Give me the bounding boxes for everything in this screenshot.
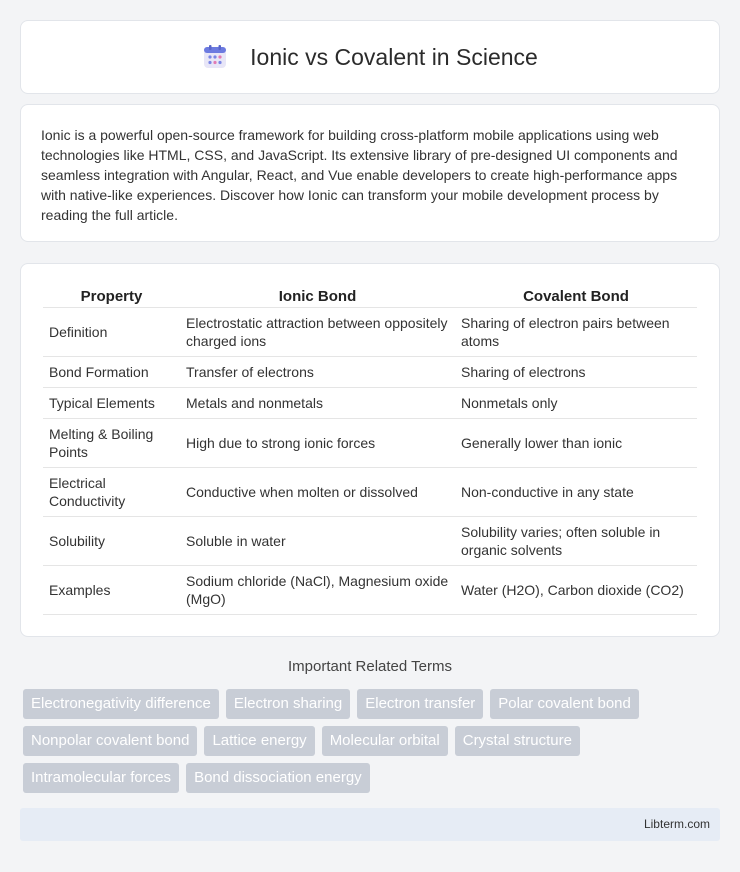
table-cell: Definition — [43, 308, 180, 357]
related-terms-title: Important Related Terms — [288, 658, 452, 675]
table-cell: Typical Elements — [43, 388, 180, 419]
table-cell: Generally lower than ionic — [455, 419, 697, 468]
intro-text: Ionic is a powerful open-source framework for building cross-platform mobile applications using web technologies like HTML, CSS, and JavaScript. Its extensive library of pre-designed UI components and seamless integration with Angular, React, and Vue enable developers to create high-performance apps with native-like experiences. Discover how Ionic can transform your mobile development process by reading the full article. — [41, 127, 678, 223]
table-cell: Electrical Conductivity — [43, 468, 180, 517]
related-terms-section — [20, 658, 720, 793]
table-cell: Melting & Boiling Points — [43, 419, 180, 468]
intro-card — [20, 104, 720, 242]
table-cell: Solubility — [43, 517, 180, 566]
tag-polar-covalent-bond[interactable]: Polar covalent bond — [490, 689, 639, 719]
table-cell: Sharing of electron pairs between atoms — [455, 308, 697, 357]
table-row — [43, 419, 697, 468]
comparison-table — [43, 284, 697, 615]
table-cell: Sodium chloride (NaCl), Magnesium oxide (MgO) — [180, 566, 455, 615]
table-row — [43, 388, 697, 419]
table-cell: Conductive when molten or dissolved — [180, 468, 455, 517]
tag-electron-sharing[interactable]: Electron sharing — [226, 689, 350, 719]
tag-electron-transfer[interactable]: Electron transfer — [357, 689, 483, 719]
table-cell: Electrostatic attraction between oppositely charged ions — [180, 308, 455, 357]
table-header-row — [43, 284, 697, 308]
tag-crystal-structure[interactable]: Crystal structure — [455, 726, 580, 756]
tag-molecular-orbital[interactable]: Molecular orbital — [322, 726, 448, 756]
table-cell: Metals and nonmetals — [180, 388, 455, 419]
table-row — [43, 357, 697, 388]
table-row — [43, 517, 697, 566]
page-title: Ionic vs Covalent in Science — [250, 43, 538, 70]
table-cell: Water (H2O), Carbon dioxide (CO2) — [455, 566, 697, 615]
table-cell: Nonmetals only — [455, 388, 697, 419]
table-cell: Non-conductive in any state — [455, 468, 697, 517]
related-terms-tags — [20, 689, 720, 793]
table-row — [43, 308, 697, 357]
table-row — [43, 566, 697, 615]
comparison-table-card — [20, 263, 720, 637]
calendar-icon — [202, 44, 228, 70]
tag-lattice-energy[interactable]: Lattice energy — [204, 726, 314, 756]
header-covalent-bond: Covalent Bond — [455, 284, 697, 308]
table-cell: Transfer of electrons — [180, 357, 455, 388]
tag-electronegativity-difference[interactable]: Electronegativity difference — [23, 689, 219, 719]
footer — [20, 808, 720, 841]
table-cell: Examples — [43, 566, 180, 615]
footer-site-link[interactable]: Libterm.com — [643, 817, 710, 831]
tag-bond-dissociation-energy[interactable]: Bond dissociation energy — [186, 763, 370, 793]
table-cell: Bond Formation — [43, 357, 180, 388]
table-cell: Solubility varies; often soluble in organic solvents — [455, 517, 697, 566]
table-row — [43, 468, 697, 517]
tag-intramolecular-forces[interactable]: Intramolecular forces — [23, 763, 179, 793]
header-ionic-bond: Ionic Bond — [180, 284, 455, 308]
header-property: Property — [43, 284, 180, 308]
table-cell: Soluble in water — [180, 517, 455, 566]
tag-nonpolar-covalent-bond[interactable]: Nonpolar covalent bond — [23, 726, 197, 756]
table-cell: Sharing of electrons — [455, 357, 697, 388]
table-cell: High due to strong ionic forces — [180, 419, 455, 468]
header-card — [20, 20, 720, 94]
